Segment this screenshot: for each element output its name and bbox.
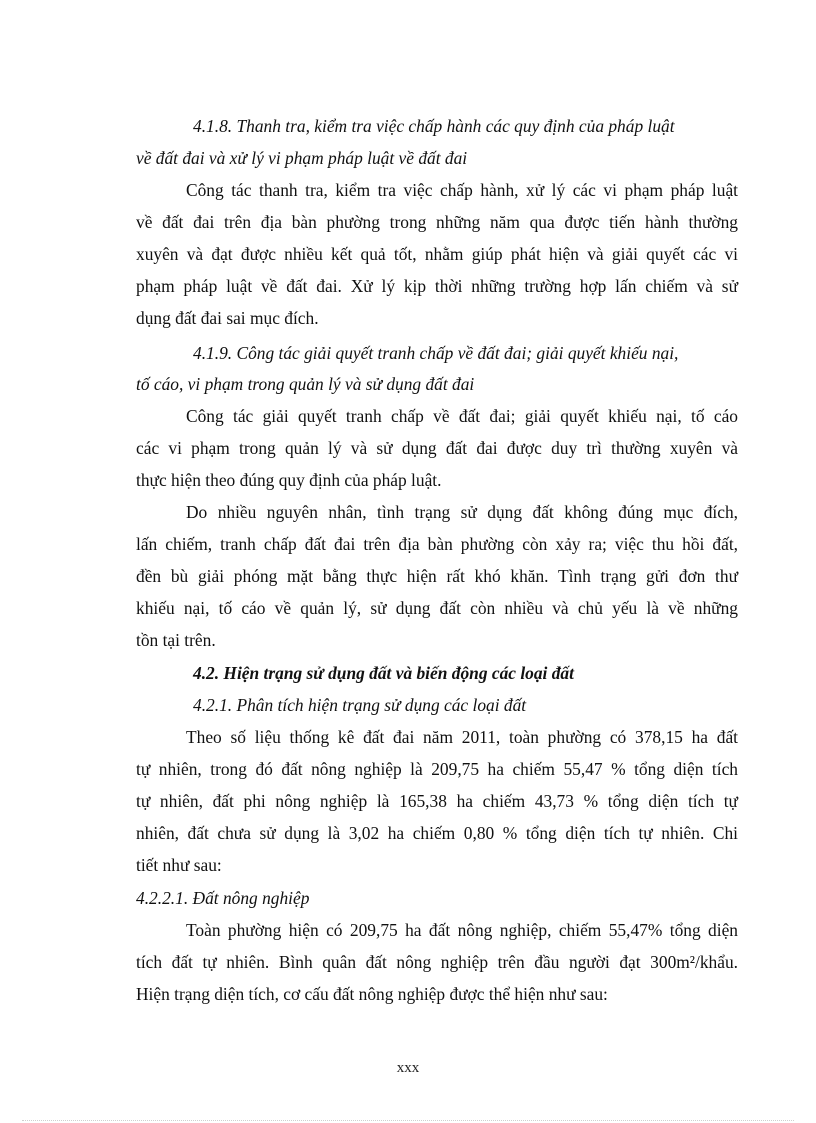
paragraph-line: tồn tại trên. <box>136 630 216 650</box>
heading-4-1-8-line-1: 4.1.8. Thanh tra, kiểm tra việc chấp hành các quy định của pháp luật <box>193 116 675 136</box>
paragraph-line: tích đất tự nhiên. Bình quân đất nông nghiệp trên đầu người đạt 300m²/khẩu. <box>136 952 738 972</box>
paragraph-line: về đất đai trên địa bàn phường trong những năm qua được tiến hành thường <box>136 212 738 232</box>
paragraph-line: các vi phạm trong quản lý và sử dụng đất đai được duy trì thường xuyên và <box>136 438 738 458</box>
paragraph-line: tự nhiên, trong đó đất nông nghiệp là 209,75 ha chiếm 55,47 % tổng diện tích <box>136 759 738 779</box>
paragraph-line: phạm pháp luật về đất đai. Xử lý kịp thời những trường hợp lấn chiếm và sử <box>136 276 738 296</box>
paragraph-line: tiết như sau: <box>136 855 222 875</box>
heading-4-2-1: 4.2.1. Phân tích hiện trạng sử dụng các loại đất <box>193 695 527 715</box>
paragraph-line: đền bù giải phóng mặt bằng thực hiện rất khó khăn. Tình trạng gửi đơn thư <box>136 566 738 586</box>
paragraph-line: tự nhiên, đất phi nông nghiệp là 165,38 ha chiếm 43,73 % tổng diện tích tự <box>136 791 738 811</box>
paragraph-line: khiếu nại, tố cáo về quản lý, sử dụng đất còn nhiều và chủ yếu là về những <box>136 598 738 618</box>
heading-4-2-2-1: 4.2.2.1. Đất nông nghiệp <box>136 888 310 908</box>
page-edge-divider <box>22 1120 794 1121</box>
paragraph-line: Theo số liệu thống kê đất đai năm 2011, toàn phường có 378,15 ha đất <box>186 727 738 747</box>
paragraph-line: Do nhiều nguyên nhân, tình trạng sử dụng đất không đúng mục đích, <box>186 502 738 522</box>
heading-4-2: 4.2. Hiện trạng sử dụng đất và biến động các loại đất <box>193 663 574 683</box>
heading-4-1-9-line-1: 4.1.9. Công tác giải quyết tranh chấp về đất đai; giải quyết khiếu nại, <box>193 343 679 363</box>
paragraph-line: Công tác giải quyết tranh chấp về đất đai; giải quyết khiếu nại, tố cáo <box>186 406 738 426</box>
paragraph-line: Toàn phường hiện có 209,75 ha đất nông nghiệp, chiếm 55,47% tổng diện <box>186 920 738 940</box>
heading-4-1-9-line-2: tố cáo, vi phạm trong quản lý và sử dụng đất đai <box>136 374 475 394</box>
paragraph-line: xuyên và đạt được nhiều kết quả tốt, nhằm giúp phát hiện và giải quyết các vi <box>136 244 738 264</box>
page-number: xxx <box>396 1060 420 1076</box>
paragraph-line: dụng đất đai sai mục đích. <box>136 308 319 328</box>
paragraph-line: nhiên, đất chưa sử dụng là 3,02 ha chiếm 0,80 % tổng diện tích tự nhiên. Chi <box>136 823 738 843</box>
paragraph-line: Hiện trạng diện tích, cơ cấu đất nông nghiệp được thể hiện như sau: <box>136 984 608 1004</box>
paragraph-line: Công tác thanh tra, kiểm tra việc chấp hành, xử lý các vi phạm pháp luật <box>186 180 738 200</box>
paragraph-line: lấn chiếm, tranh chấp đất đai trên địa bàn phường còn xảy ra; việc thu hồi đất, <box>136 534 738 554</box>
paragraph-line: thực hiện theo đúng quy định của pháp luật. <box>136 470 442 490</box>
heading-4-1-8-line-2: về đất đai và xử lý vi phạm pháp luật về đất đai <box>136 148 468 168</box>
